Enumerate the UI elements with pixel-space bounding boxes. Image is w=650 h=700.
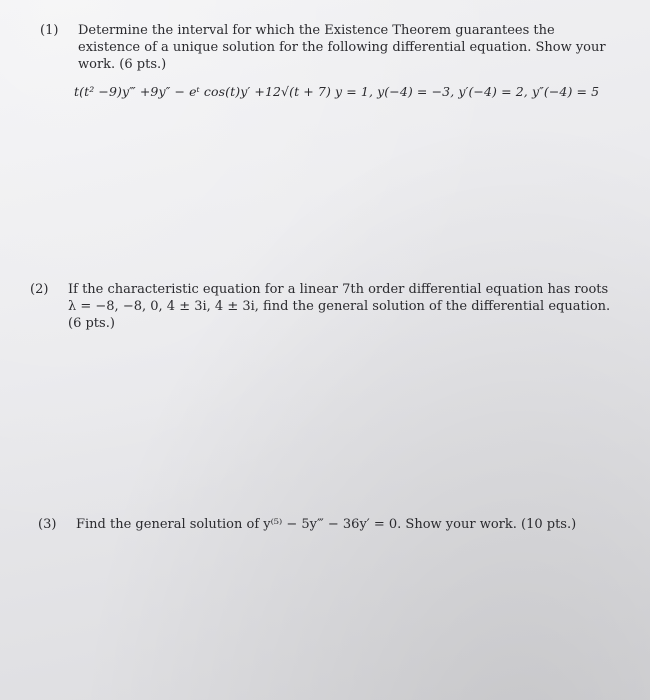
problem-1-text: Determine the interval for which the Existence Theorem guarantees the existence of a unique solution for the following differential equation. Show your work. (6 pts.) [78, 23, 606, 72]
problem-1 [40, 22, 620, 100]
problem-1-equation: t(t² −9)y‴ +9y″ − eᵗ cos(t)y′ +12√(t + 7) y = 1, y(−4) = −3, y′(−4) = 2, y″(−4) = 5 [74, 84, 600, 99]
problem-3-number: (3) [38, 517, 57, 532]
problem-3 [38, 516, 628, 533]
problem-1-number: (1) [40, 23, 59, 38]
problem-2 [30, 281, 620, 332]
problem-3-text: Find the general solution of y⁽⁵⁾ − 5y‴ − 36y′ = 0. Show your work. (10 pts.) [76, 517, 577, 532]
problem-2-text: If the characteristic equation for a linear 7th order differential equation has roots λ = −8, −8, 0, 4 ± 3i, 4 ± 3i, find the general solution of the differential equation. (6 pts.) [68, 282, 611, 331]
problem-2-number: (2) [30, 282, 49, 297]
